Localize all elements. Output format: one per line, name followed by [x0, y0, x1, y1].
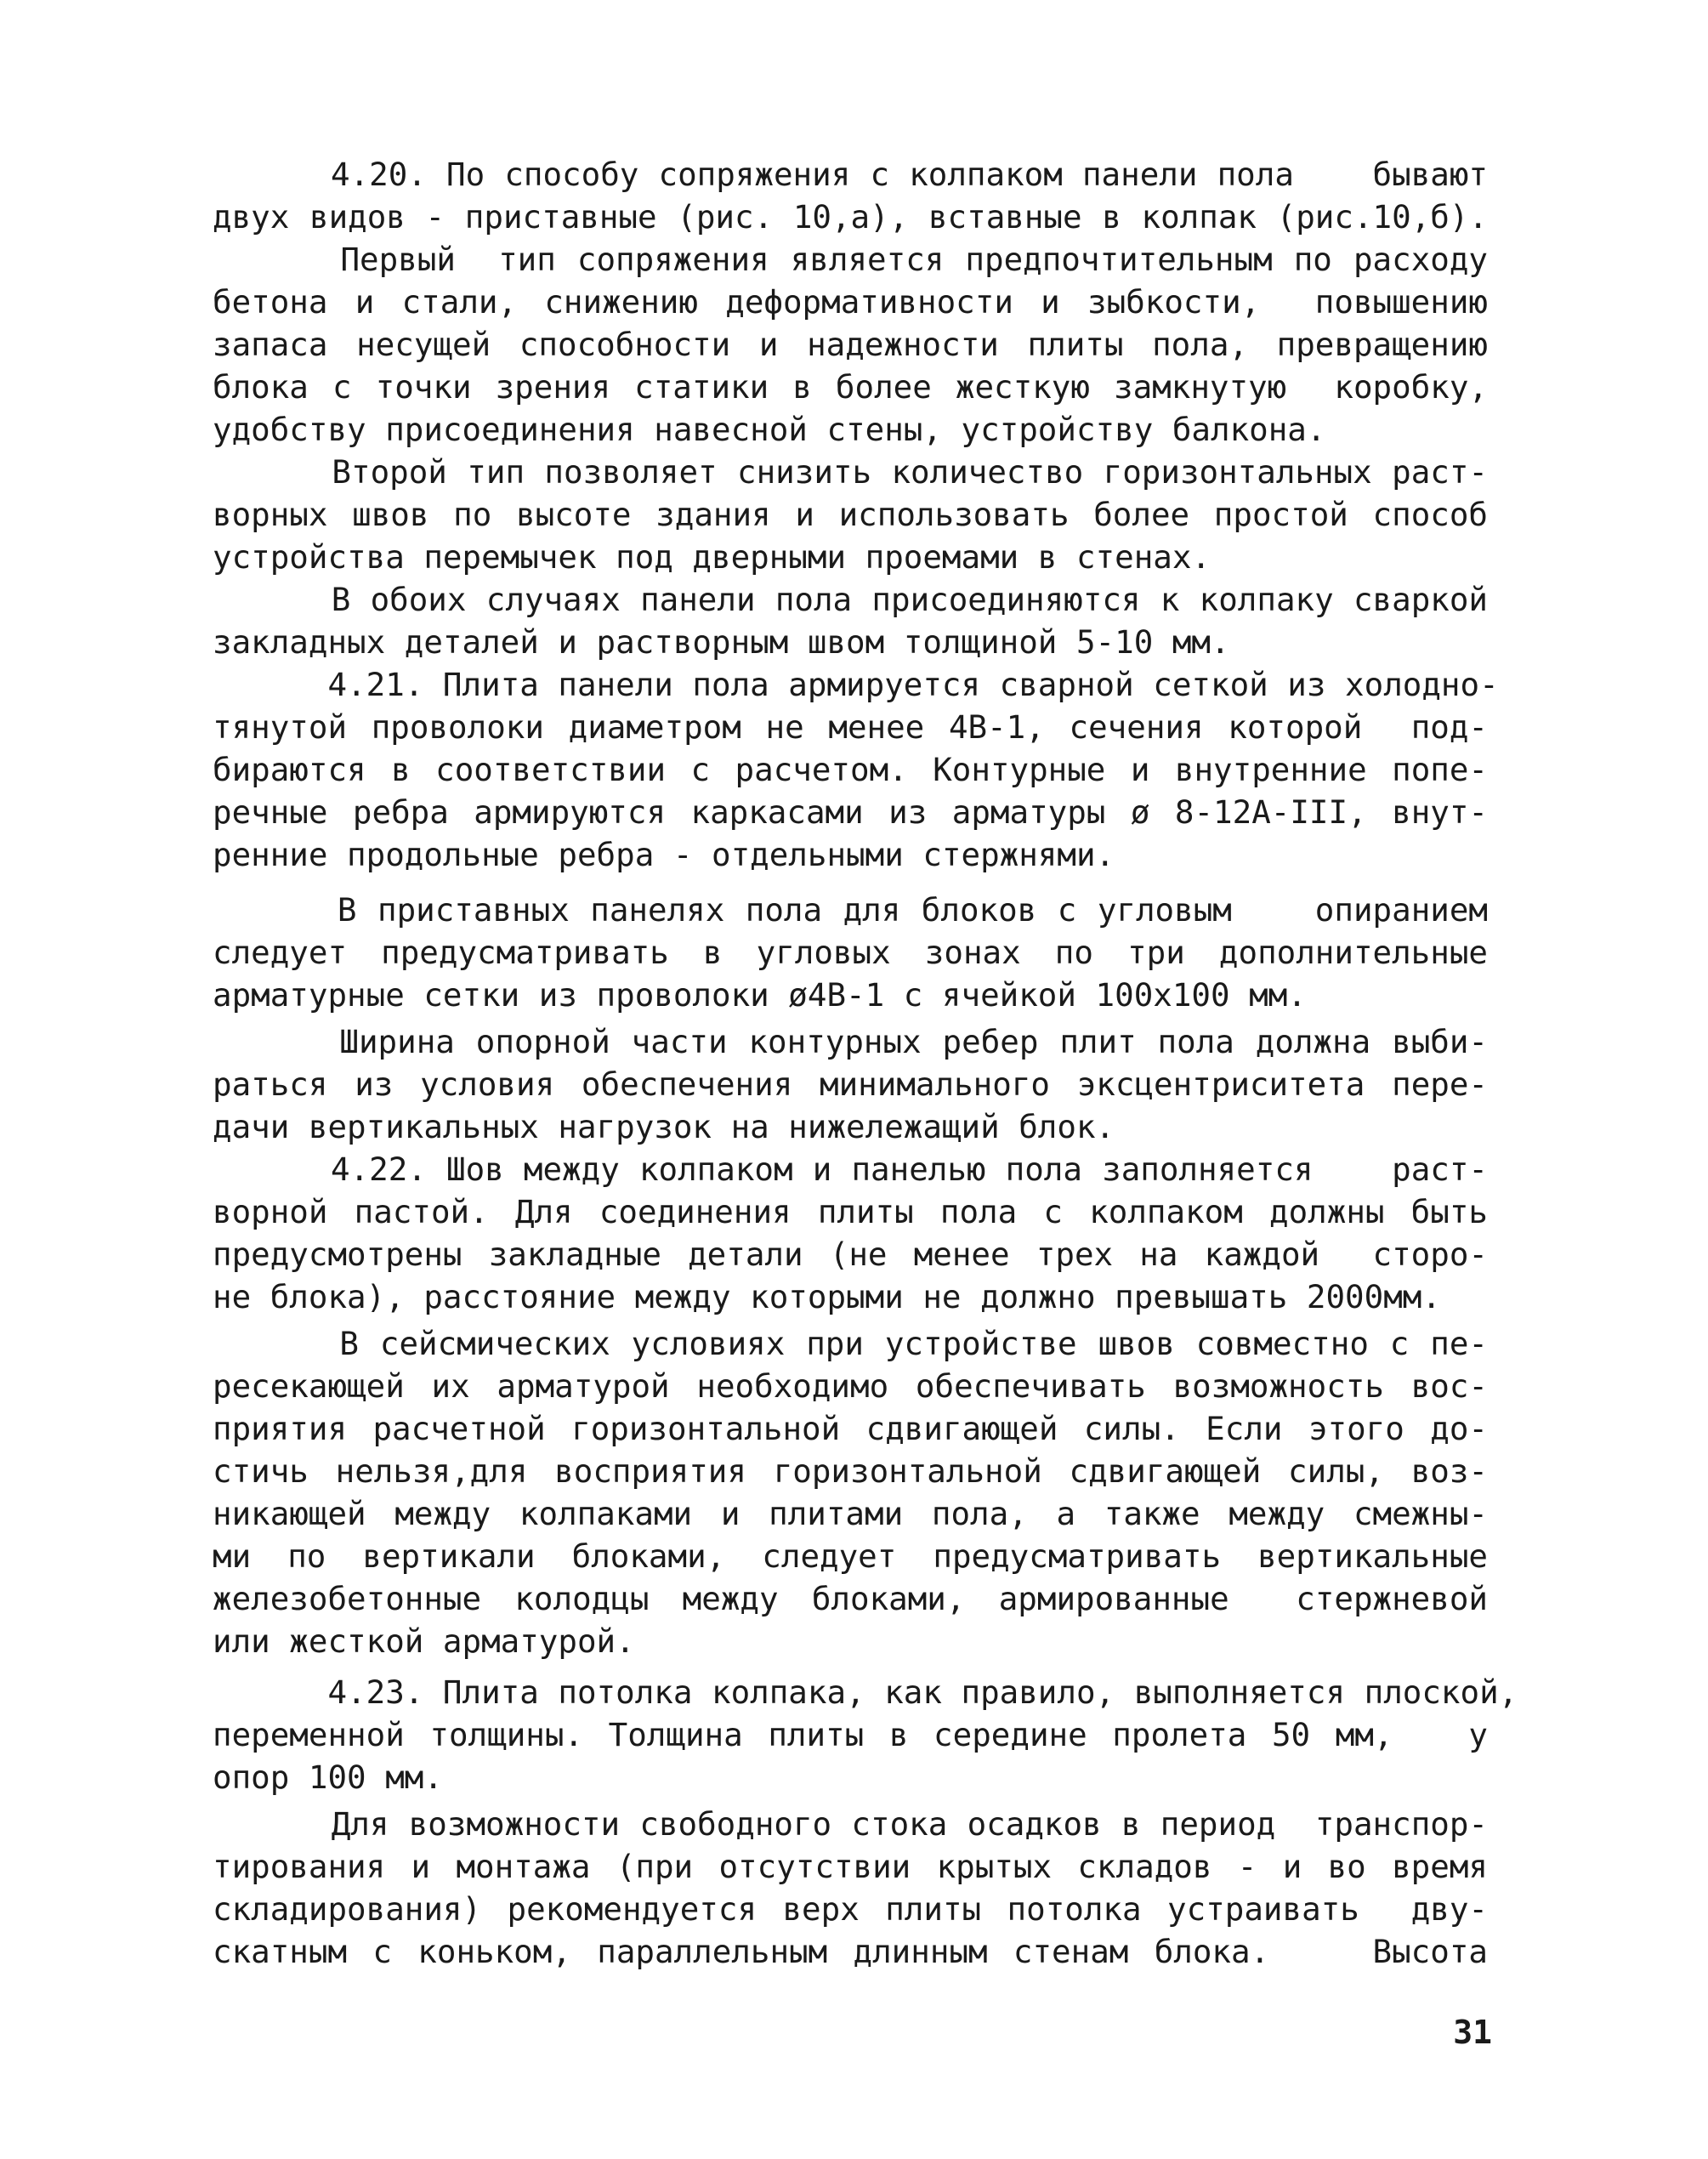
- text-line: переменной толщины. Толщина плиты в середине пролета 50 мм, у: [213, 1716, 1488, 1753]
- text-line: 4.20. По способу сопряжения с колпаком панели пола бывают: [213, 156, 1488, 193]
- text-line: железобетонные колодцы между блоками, армированные стержневой: [213, 1580, 1488, 1617]
- text-line: В обоих случаях панели пола присоединяются к колпаку сваркой: [213, 581, 1488, 618]
- text-line: бираются в соответствии с расчетом. Контурные и внутренние попе-: [213, 751, 1488, 788]
- text-line: тирования и монтажа (при отсутствии крытых складов - и во время: [213, 1848, 1488, 1885]
- text-line: речные ребра армируются каркасами из арматуры ø 8-12А-III, внут-: [213, 793, 1488, 831]
- text-line: не блока), расстояние между которыми не должно превышать 2000мм.: [213, 1278, 1441, 1315]
- text-line: закладных деталей и растворным швом толщиной 5-10 мм.: [213, 623, 1230, 661]
- text-line: складирования) рекомендуется верх плиты потолка устраивать дву-: [213, 1890, 1488, 1928]
- text-line: устройства перемычек под дверными проемами в стенах.: [213, 538, 1211, 576]
- text-line: 4.21. Плита панели пола армируется сварной сеткой из холодно-: [213, 666, 1499, 703]
- text-line: ворных швов по высоте здания и использовать более простой способ: [213, 496, 1488, 533]
- text-line: тянутой проволоки диаметром не менее 4В-1, сечения которой под-: [213, 708, 1488, 746]
- text-line: ресекающей их арматурой необходимо обеспечивать возможность вос-: [213, 1367, 1488, 1405]
- text-line: никающей между колпаками и плитами пола, а также между смежны-: [213, 1495, 1488, 1532]
- text-line: предусмотрены закладные детали (не менее трех на каждой сторо-: [213, 1236, 1488, 1273]
- text-line: двух видов - приставные (рис. 10,а), вставные в колпак (рис.10,б).: [213, 198, 1488, 236]
- text-line: запаса несущей способности и надежности плиты пола, превращению: [213, 326, 1488, 363]
- text-line: Первый тип сопряжения является предпочтительным по расходу: [213, 241, 1488, 278]
- text-line: 4.23. Плита потолка колпака, как правило, выполняется плоской,: [213, 1673, 1518, 1711]
- text-line: ренние продольные ребра - отдельными стержнями.: [213, 836, 1115, 873]
- text-line: ми по вертикали блоками, следует предусматривать вертикальные: [213, 1537, 1488, 1575]
- text-line: стичь нельзя,для восприятия горизонтальной сдвигающей силы, воз-: [213, 1452, 1488, 1490]
- text-line: ворной пастой. Для соединения плиты пола с колпаком должны быть: [213, 1193, 1488, 1230]
- page-number: 31: [1453, 2014, 1492, 2051]
- text-line: следует предусматривать в угловых зонах по три дополнительные: [213, 934, 1488, 971]
- text-line: Ширина опорной части контурных ребер плит пола должна выби-: [213, 1023, 1488, 1060]
- text-line: бетона и стали, снижению деформативности и зыбкости, повышению: [213, 283, 1488, 321]
- text-line: В сейсмических условиях при устройстве швов совместно с пе-: [213, 1325, 1488, 1362]
- text-line: или жесткой арматурой.: [213, 1622, 635, 1660]
- text-line: скатным с коньком, параллельным длинным стенам блока. Высота: [213, 1933, 1488, 1970]
- text-line: Для возможности свободного стока осадков в период транспор-: [213, 1805, 1488, 1843]
- text-line: удобству присоединения навесной стены, устройству балкона.: [213, 411, 1326, 448]
- text-line: приятия расчетной горизонтальной сдвигающей силы. Если этого до-: [213, 1410, 1488, 1447]
- text-line: дачи вертикальных нагрузок на нижележащий блок.: [213, 1108, 1115, 1145]
- text-line: блока с точки зрения статики в более жесткую замкнутую коробку,: [213, 368, 1488, 406]
- text-line: опор 100 мм.: [213, 1758, 443, 1796]
- text-line: арматурные сетки из проволоки ø4В-1 с ячейкой 100х100 мм.: [213, 976, 1307, 1014]
- text-line: Второй тип позволяет снизить количество горизонтальных раст-: [213, 453, 1488, 491]
- text-line: В приставных панелях пола для блоков с угловым опиранием: [213, 891, 1488, 929]
- text-line: 4.22. Шов между колпаком и панелью пола заполняется раст-: [213, 1151, 1488, 1188]
- text-line: раться из условия обеспечения минимального эксцентриситета пере-: [213, 1065, 1488, 1103]
